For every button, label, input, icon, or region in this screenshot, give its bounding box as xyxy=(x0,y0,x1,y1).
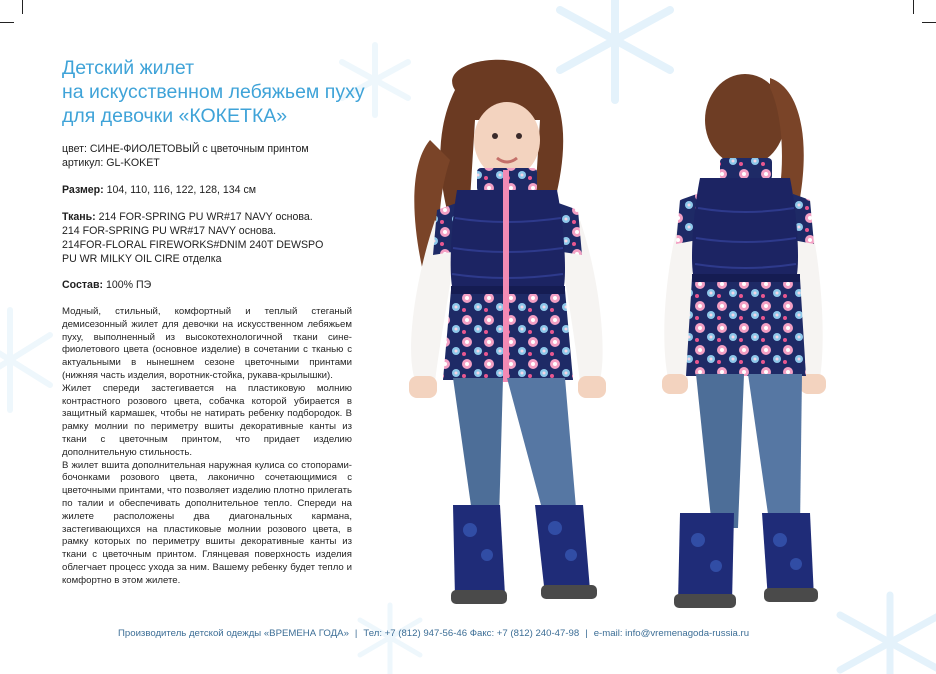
footer-phone: Тел: +7 (812) 947-56-46 Факс: +7 (812) 240-47-98 xyxy=(363,628,580,639)
fabric-line-4: PU WR MILKY OIL CIRE отделка xyxy=(62,253,222,265)
title-line-1: Детский жилет xyxy=(62,57,195,79)
fabric-line-2: 214 FOR-SPRING PU WR#17 NAVY основа. xyxy=(62,225,277,237)
title-line-2: на искусственном лебяжьем пуху xyxy=(62,81,365,103)
fabric-block xyxy=(62,210,362,266)
fabric-line-1: 214 FOR-SPRING PU WR#17 NAVY основа. xyxy=(95,211,313,223)
size-value: 104, 110, 116, 122, 128, 134 см xyxy=(103,184,257,196)
color-article-block xyxy=(62,142,362,170)
footer-maker: Производитель детской одежды «ВРЕМЕНА ГОДА» xyxy=(118,628,349,639)
product-photo-back xyxy=(650,58,835,620)
article-line: артикул: GL-KOKET xyxy=(62,157,160,169)
fabric-line-3: 214FOR-FLORAL FIREWORKS#DNIM 240T DEWSPO xyxy=(62,239,324,251)
fabric-label: Ткань: xyxy=(62,211,96,223)
composition-value: 100% ПЭ xyxy=(103,279,152,291)
footer-separator: | xyxy=(585,628,588,639)
crop-mark-top-left xyxy=(22,0,23,14)
footer-email: e-mail: info@vremenagoda-russia.ru xyxy=(593,628,750,639)
description-paragraph-2: Жилет спереди застегивается на пластиковую молнию контрастного розового цвета, собачка которой убирается в защитный кармашек, чтобы не натирать ребенку подбородок. В рамку молнии по периметру вшиты декоративные канты из ткани с цветочным принтом, что придает изделию дополнительную стильность. xyxy=(62,382,352,458)
crop-mark-top-right-h xyxy=(922,22,936,23)
composition-label: Состав: xyxy=(62,279,103,291)
product-description xyxy=(62,306,352,588)
contact-footer xyxy=(118,628,838,639)
color-line: цвет: СИНЕ-ФИОЛЕТОВЫЙ с цветочным принтом xyxy=(62,143,309,155)
product-photo-front xyxy=(395,50,620,622)
snowflake-icon xyxy=(0,300,70,420)
description-paragraph-1: Модный, стильный, комфортный и теплый стеганый демисезонный жилет для девочки на искусственном лебяжьем пуху, выполненный из высокотехнологичной ткани сине-фиолетового цвета (основное изделие) в сочетании с тканью с актуальными в нынешнем сезоне цветочными принтами (нижняя часть изделия, воротник-стойка, рукава-крылышки). xyxy=(62,306,352,381)
product-title xyxy=(62,56,422,128)
crop-mark-top-right xyxy=(913,0,914,14)
size-label: Размер: xyxy=(62,184,104,196)
size-block xyxy=(62,183,362,197)
footer-separator: | xyxy=(354,628,358,639)
crop-mark-top-left-h xyxy=(0,22,14,23)
title-line-3: для девочки «КОКЕТКА» xyxy=(62,105,288,127)
composition-block xyxy=(62,278,362,292)
description-paragraph-3: В жилет вшита дополнительная наружная кулиса со стопорами-бочонками розового цвета, лаконично сочетающимися с цветочными принтами, что позволяет изделию плотно прилегать по талии и обеспечивать дополнительное тепло. Спереди на жилете расположены два диагональных кармана, застегивающихся на пластиковые молнии розового цвета, в рамку которых по периметру вшиты декоративные канты из ткани с цветочным принтом. Глянцевая поверхность изделия облегчает процесс ухода за ним. Вашему ребенку будет тепло и комфортно в этом жилете. xyxy=(62,459,352,586)
